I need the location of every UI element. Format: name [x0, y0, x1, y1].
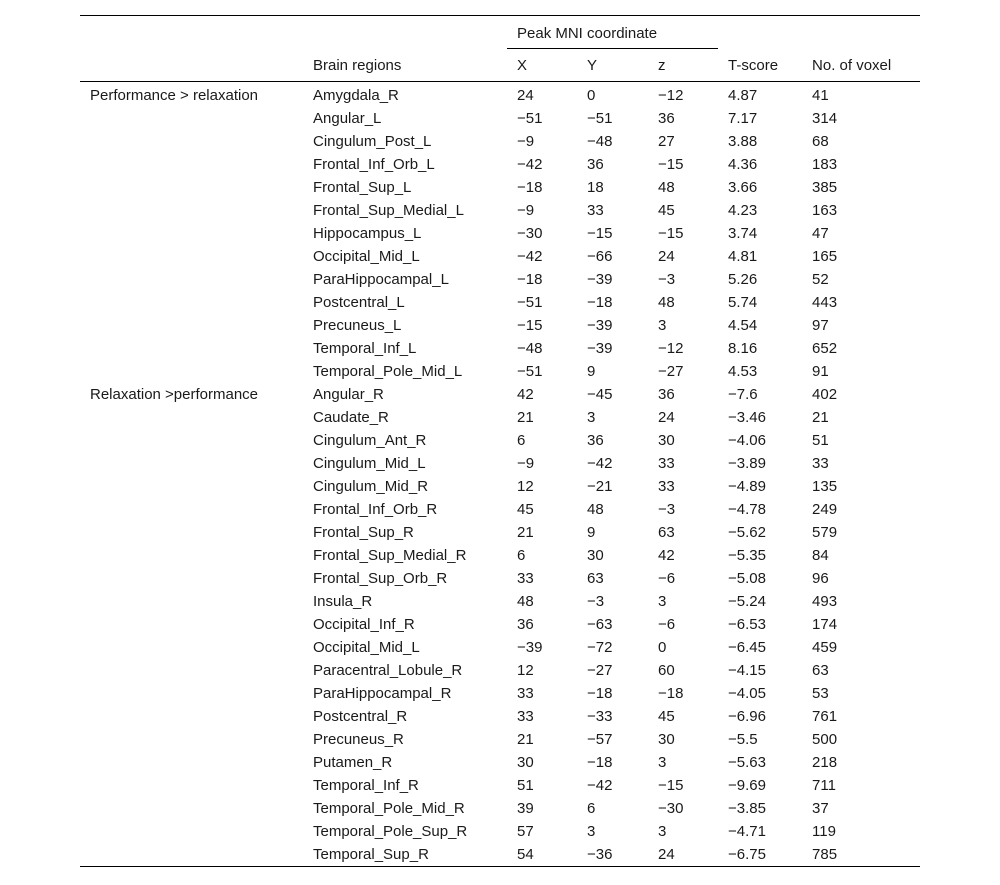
t-score-cell: 4.23	[728, 202, 758, 219]
table-row	[80, 383, 920, 406]
group-label-cell	[80, 728, 303, 751]
x-cell: 6	[517, 547, 526, 564]
x-cell: −9	[517, 133, 535, 150]
header-z: z	[648, 49, 718, 82]
peak-mni-underline	[507, 48, 718, 49]
voxel-cell: 402	[812, 386, 838, 403]
y-cell: −66	[587, 248, 613, 265]
t-score-cell: −5.08	[728, 570, 766, 587]
group-label-cell	[80, 774, 303, 797]
voxel-cell: 652	[812, 340, 838, 357]
x-cell: 39	[517, 800, 534, 817]
y-cell: −45	[587, 386, 613, 403]
y-cell: 33	[587, 202, 604, 219]
z-cell: 24	[658, 248, 675, 265]
group-label-cell	[80, 291, 303, 314]
region-cell: Frontal_Sup_Medial_R	[313, 547, 467, 564]
y-cell: 48	[587, 501, 604, 518]
region-cell: Cingulum_Mid_R	[313, 478, 429, 495]
region-cell: Caudate_R	[313, 409, 389, 426]
y-cell: −63	[587, 616, 613, 633]
region-cell: ParaHippocampal_L	[313, 271, 449, 288]
y-cell: −51	[587, 110, 613, 127]
region-cell: Occipital_Mid_L	[313, 248, 420, 265]
x-cell: 33	[517, 570, 534, 587]
group-label-cell	[80, 406, 303, 429]
x-cell: −9	[517, 455, 535, 472]
t-score-cell: 3.88	[728, 133, 758, 150]
y-cell: −39	[587, 340, 613, 357]
y-cell: 6	[587, 800, 596, 817]
voxel-cell: 579	[812, 524, 838, 541]
region-cell: Cingulum_Mid_L	[313, 455, 426, 472]
region-cell: Temporal_Pole_Mid_R	[313, 800, 465, 817]
t-score-cell: 4.81	[728, 248, 758, 265]
group-label-cell	[80, 705, 303, 728]
group-label-cell	[80, 636, 303, 659]
group-label-cell	[80, 843, 303, 867]
table-body	[80, 82, 920, 867]
region-cell: Postcentral_L	[313, 294, 405, 311]
z-cell: −6	[658, 616, 676, 633]
y-cell: −39	[587, 271, 613, 288]
voxel-cell: 500	[812, 731, 838, 748]
voxel-cell: 785	[802, 843, 920, 867]
t-score-cell: −5.35	[728, 547, 766, 564]
peak-mni-label: Peak MNI coordinate	[517, 24, 658, 42]
table-row	[80, 728, 920, 751]
y-cell: −42	[587, 455, 613, 472]
table-row	[80, 314, 920, 337]
table-row	[80, 820, 920, 843]
voxel-cell: 63	[812, 662, 829, 679]
voxel-cell: 459	[812, 639, 838, 656]
results-table-wrapper	[80, 15, 920, 867]
z-cell: 30	[658, 432, 675, 449]
voxel-cell: 91	[812, 363, 829, 380]
voxel-cell: 96	[812, 570, 829, 587]
z-cell: 3	[658, 754, 667, 771]
group-label-cell: Relaxation >performance	[90, 386, 259, 403]
z-cell: 24	[648, 843, 718, 867]
voxel-cell: 33	[812, 455, 829, 472]
y-cell: 63	[587, 570, 604, 587]
x-cell: 42	[517, 386, 534, 403]
header-row-1	[80, 16, 920, 50]
z-cell: 3	[658, 317, 667, 334]
x-cell: −39	[517, 639, 543, 656]
region-cell: Occipital_Inf_R	[313, 616, 415, 633]
peak-mni-header	[507, 16, 718, 50]
region-cell: Cingulum_Ant_R	[313, 432, 427, 449]
y-cell: −42	[587, 777, 613, 794]
region-cell: Frontal_Inf_Orb_R	[313, 501, 438, 518]
header-brain-regions: Brain regions	[303, 49, 507, 82]
voxel-cell: 183	[812, 156, 838, 173]
voxel-cell: 68	[812, 133, 829, 150]
t-score-cell: 4.87	[728, 87, 758, 104]
region-cell: Angular_R	[313, 386, 384, 403]
t-score-cell: −3.85	[728, 800, 766, 817]
x-cell: −9	[517, 202, 535, 219]
x-cell: −51	[517, 363, 543, 380]
header-row-2	[80, 49, 920, 82]
group-label-cell	[80, 176, 303, 199]
z-cell: 45	[658, 708, 675, 725]
x-cell: 24	[517, 87, 534, 104]
t-score-cell: −6.45	[728, 639, 766, 656]
region-cell: Cingulum_Post_L	[313, 133, 432, 150]
y-cell: −21	[587, 478, 613, 495]
y-cell: −18	[587, 685, 613, 702]
header-t-score: T-score	[718, 49, 802, 82]
y-cell: 9	[587, 524, 596, 541]
y-cell: 3	[587, 823, 596, 840]
t-score-cell: 3.66	[728, 179, 758, 196]
region-cell: Temporal_Pole_Sup_R	[313, 823, 468, 840]
y-cell: −18	[587, 294, 613, 311]
z-cell: −12	[658, 340, 684, 357]
group-label-cell	[80, 682, 303, 705]
voxel-cell: 53	[812, 685, 829, 702]
region-cell: Amygdala_R	[313, 87, 399, 104]
table-header	[80, 16, 920, 82]
z-cell: −27	[658, 363, 684, 380]
z-cell: 3	[658, 823, 667, 840]
voxel-cell: 385	[812, 179, 838, 196]
region-cell: Frontal_Sup_Orb_R	[313, 570, 448, 587]
z-cell: 24	[658, 409, 675, 426]
voxel-cell: 52	[812, 271, 829, 288]
header-y: Y	[577, 49, 648, 82]
t-score-cell: −3.89	[728, 455, 766, 472]
t-score-cell: −4.06	[728, 432, 766, 449]
table-row	[80, 429, 920, 452]
t-score-cell: −4.71	[728, 823, 766, 840]
z-cell: −30	[658, 800, 684, 817]
voxel-cell: 37	[812, 800, 829, 817]
group-label-cell	[80, 590, 303, 613]
x-cell: 12	[517, 478, 534, 495]
table-row	[80, 291, 920, 314]
group-label-cell	[80, 130, 303, 153]
y-cell: −15	[587, 225, 613, 242]
z-cell: 3	[658, 593, 667, 610]
voxel-cell: 218	[812, 754, 838, 771]
t-score-cell: 3.74	[728, 225, 758, 242]
group-label-cell	[80, 222, 303, 245]
group-label-cell	[80, 751, 303, 774]
z-cell: −6	[658, 570, 676, 587]
table-row	[80, 245, 920, 268]
x-cell: 54	[507, 843, 577, 867]
table-row	[80, 774, 920, 797]
voxel-cell: 493	[812, 593, 838, 610]
voxel-cell: 314	[812, 110, 838, 127]
group-label-cell	[80, 521, 303, 544]
x-cell: −42	[517, 156, 543, 173]
voxel-cell: 51	[812, 432, 829, 449]
y-cell: −33	[587, 708, 613, 725]
voxel-cell: 761	[812, 708, 838, 725]
table-row	[80, 176, 920, 199]
t-score-cell: −4.15	[728, 662, 766, 679]
t-score-cell: 4.36	[728, 156, 758, 173]
table-row	[80, 406, 920, 429]
x-cell: −15	[517, 317, 543, 334]
y-cell: 9	[587, 363, 596, 380]
y-cell: 0	[587, 87, 596, 104]
z-cell: 48	[658, 179, 675, 196]
y-cell: 36	[587, 432, 604, 449]
x-cell: 12	[517, 662, 534, 679]
voxel-cell: 711	[812, 777, 836, 794]
region-cell: Putamen_R	[313, 754, 393, 771]
voxel-cell: 97	[812, 317, 829, 334]
region-cell: Temporal_Pole_Mid_L	[313, 363, 463, 380]
t-score-cell: −4.78	[728, 501, 766, 518]
group-label-cell	[80, 107, 303, 130]
region-cell: Angular_L	[313, 110, 382, 127]
voxel-cell: 21	[812, 409, 829, 426]
table-row	[80, 199, 920, 222]
table-row	[80, 475, 920, 498]
t-score-cell: −5.62	[728, 524, 766, 541]
table-row	[80, 498, 920, 521]
x-cell: 48	[517, 593, 534, 610]
x-cell: 57	[517, 823, 534, 840]
voxel-cell: 41	[812, 87, 829, 104]
voxel-cell: 249	[812, 501, 838, 518]
header-empty-cell	[303, 16, 507, 50]
t-score-cell: 8.16	[728, 340, 758, 357]
region-cell: Frontal_Inf_Orb_L	[313, 156, 435, 173]
t-score-cell: −6.53	[728, 616, 766, 633]
x-cell: −48	[517, 340, 543, 357]
z-cell: 48	[658, 294, 675, 311]
region-cell: Occipital_Mid_L	[313, 639, 420, 656]
table-row	[80, 107, 920, 130]
group-label-cell: Performance > relaxation	[90, 87, 259, 104]
y-cell: −27	[587, 662, 613, 679]
group-label-cell	[80, 567, 303, 590]
x-cell: −18	[517, 179, 543, 196]
table-row	[80, 682, 920, 705]
z-cell: 36	[658, 386, 675, 403]
table-row	[80, 659, 920, 682]
t-score-cell: −5.24	[728, 593, 766, 610]
table-row	[80, 153, 920, 176]
y-cell: −36	[577, 843, 648, 867]
region-cell: Temporal_Inf_R	[313, 777, 419, 794]
table-row	[80, 636, 920, 659]
group-label-cell	[80, 797, 303, 820]
z-cell: 63	[658, 524, 675, 541]
z-cell: 36	[658, 110, 675, 127]
t-score-cell: −7.6	[728, 386, 758, 403]
z-cell: −15	[658, 777, 684, 794]
voxel-cell: 135	[812, 478, 838, 495]
table-row	[80, 130, 920, 153]
header-empty-cell	[802, 16, 920, 50]
table-row	[80, 567, 920, 590]
x-cell: 21	[517, 731, 534, 748]
header-voxels: No. of voxel	[802, 49, 920, 82]
x-cell: −51	[517, 110, 543, 127]
table-row	[80, 590, 920, 613]
x-cell: 33	[517, 708, 534, 725]
t-score-cell: 4.53	[728, 363, 758, 380]
table-row	[80, 843, 920, 867]
y-cell: −18	[587, 754, 613, 771]
region-cell: Frontal_Sup_L	[313, 179, 412, 196]
z-cell: 27	[658, 133, 675, 150]
y-cell: 18	[587, 179, 604, 196]
group-label-cell	[80, 544, 303, 567]
t-score-cell: −6.75	[718, 843, 802, 867]
z-cell: −15	[658, 225, 684, 242]
y-cell: −39	[587, 317, 613, 334]
x-cell: 51	[517, 777, 534, 794]
t-score-cell: 4.54	[728, 317, 758, 334]
x-cell: −30	[517, 225, 543, 242]
region-cell: Hippocampus_L	[313, 225, 422, 242]
voxel-cell: 163	[812, 202, 838, 219]
group-label-cell	[80, 360, 303, 383]
table-row	[80, 521, 920, 544]
z-cell: 45	[658, 202, 675, 219]
z-cell: 30	[658, 731, 675, 748]
t-score-cell: 7.17	[728, 110, 758, 127]
t-score-cell: −9.69	[728, 777, 766, 794]
x-cell: −18	[517, 271, 543, 288]
z-cell: 60	[658, 662, 675, 679]
group-label-cell	[80, 314, 303, 337]
z-cell: −3	[658, 501, 676, 518]
region-cell: Frontal_Sup_R	[313, 524, 414, 541]
group-label-cell	[80, 659, 303, 682]
x-cell: 36	[517, 616, 534, 633]
group-label-cell	[80, 475, 303, 498]
voxel-cell: 119	[812, 823, 836, 840]
table-row	[80, 360, 920, 383]
y-cell: 3	[587, 409, 596, 426]
t-score-cell: −6.96	[728, 708, 766, 725]
table-row	[80, 82, 920, 108]
z-cell: 0	[658, 639, 667, 656]
x-cell: 45	[517, 501, 534, 518]
t-score-cell: 5.26	[728, 271, 758, 288]
table-row	[80, 222, 920, 245]
x-cell: −51	[517, 294, 543, 311]
y-cell: −57	[587, 731, 613, 748]
x-cell: 6	[517, 432, 526, 449]
x-cell: 21	[517, 524, 534, 541]
group-label-cell	[80, 498, 303, 521]
region-cell: Precuneus_R	[313, 731, 404, 748]
group-label-cell	[80, 452, 303, 475]
group-label-cell	[80, 245, 303, 268]
group-label-cell	[80, 199, 303, 222]
voxel-cell: 443	[812, 294, 838, 311]
table-row	[80, 544, 920, 567]
voxel-cell: 47	[812, 225, 829, 242]
header-empty-cell	[718, 16, 802, 50]
voxel-cell: 174	[812, 616, 838, 633]
header-empty-cell	[80, 16, 303, 50]
header-group-cell	[80, 49, 303, 82]
z-cell: 33	[658, 455, 675, 472]
y-cell: 30	[587, 547, 604, 564]
group-label-cell	[80, 613, 303, 636]
t-score-cell: −3.46	[728, 409, 766, 426]
table-row	[80, 751, 920, 774]
region-cell: Insula_R	[313, 593, 373, 610]
group-label-cell	[80, 820, 303, 843]
z-cell: −12	[658, 87, 684, 104]
region-cell: Temporal_Sup_R	[303, 843, 507, 867]
z-cell: −15	[658, 156, 684, 173]
region-cell: Postcentral_R	[313, 708, 408, 725]
y-cell: −72	[587, 639, 613, 656]
table-row	[80, 337, 920, 360]
table-row	[80, 705, 920, 728]
voxel-cell: 84	[812, 547, 829, 564]
group-label-cell	[80, 429, 303, 452]
region-cell: Paracentral_Lobule_R	[313, 662, 463, 679]
region-cell: Frontal_Sup_Medial_L	[313, 202, 464, 219]
table-row	[80, 613, 920, 636]
region-cell: Temporal_Inf_L	[313, 340, 417, 357]
x-cell: −42	[517, 248, 543, 265]
table-row	[80, 797, 920, 820]
t-score-cell: −4.05	[728, 685, 766, 702]
x-cell: 21	[517, 409, 534, 426]
table-row	[80, 268, 920, 291]
header-x: X	[507, 49, 577, 82]
results-table	[80, 15, 920, 867]
t-score-cell: −5.63	[728, 754, 766, 771]
group-label-cell	[80, 268, 303, 291]
z-cell: −18	[658, 685, 684, 702]
y-cell: −3	[587, 593, 605, 610]
t-score-cell: −4.89	[728, 478, 766, 495]
z-cell: 42	[658, 547, 675, 564]
group-label-cell	[80, 153, 303, 176]
z-cell: −3	[658, 271, 676, 288]
region-cell: Precuneus_L	[313, 317, 402, 334]
table-row	[80, 452, 920, 475]
t-score-cell: −5.5	[728, 731, 758, 748]
voxel-cell: 165	[812, 248, 838, 265]
z-cell: 33	[658, 478, 675, 495]
t-score-cell: 5.74	[728, 294, 758, 311]
y-cell: −48	[587, 133, 613, 150]
group-label-cell	[80, 337, 303, 360]
x-cell: 30	[517, 754, 534, 771]
x-cell: 33	[517, 685, 534, 702]
y-cell: 36	[587, 156, 604, 173]
region-cell: ParaHippocampal_R	[313, 685, 452, 702]
